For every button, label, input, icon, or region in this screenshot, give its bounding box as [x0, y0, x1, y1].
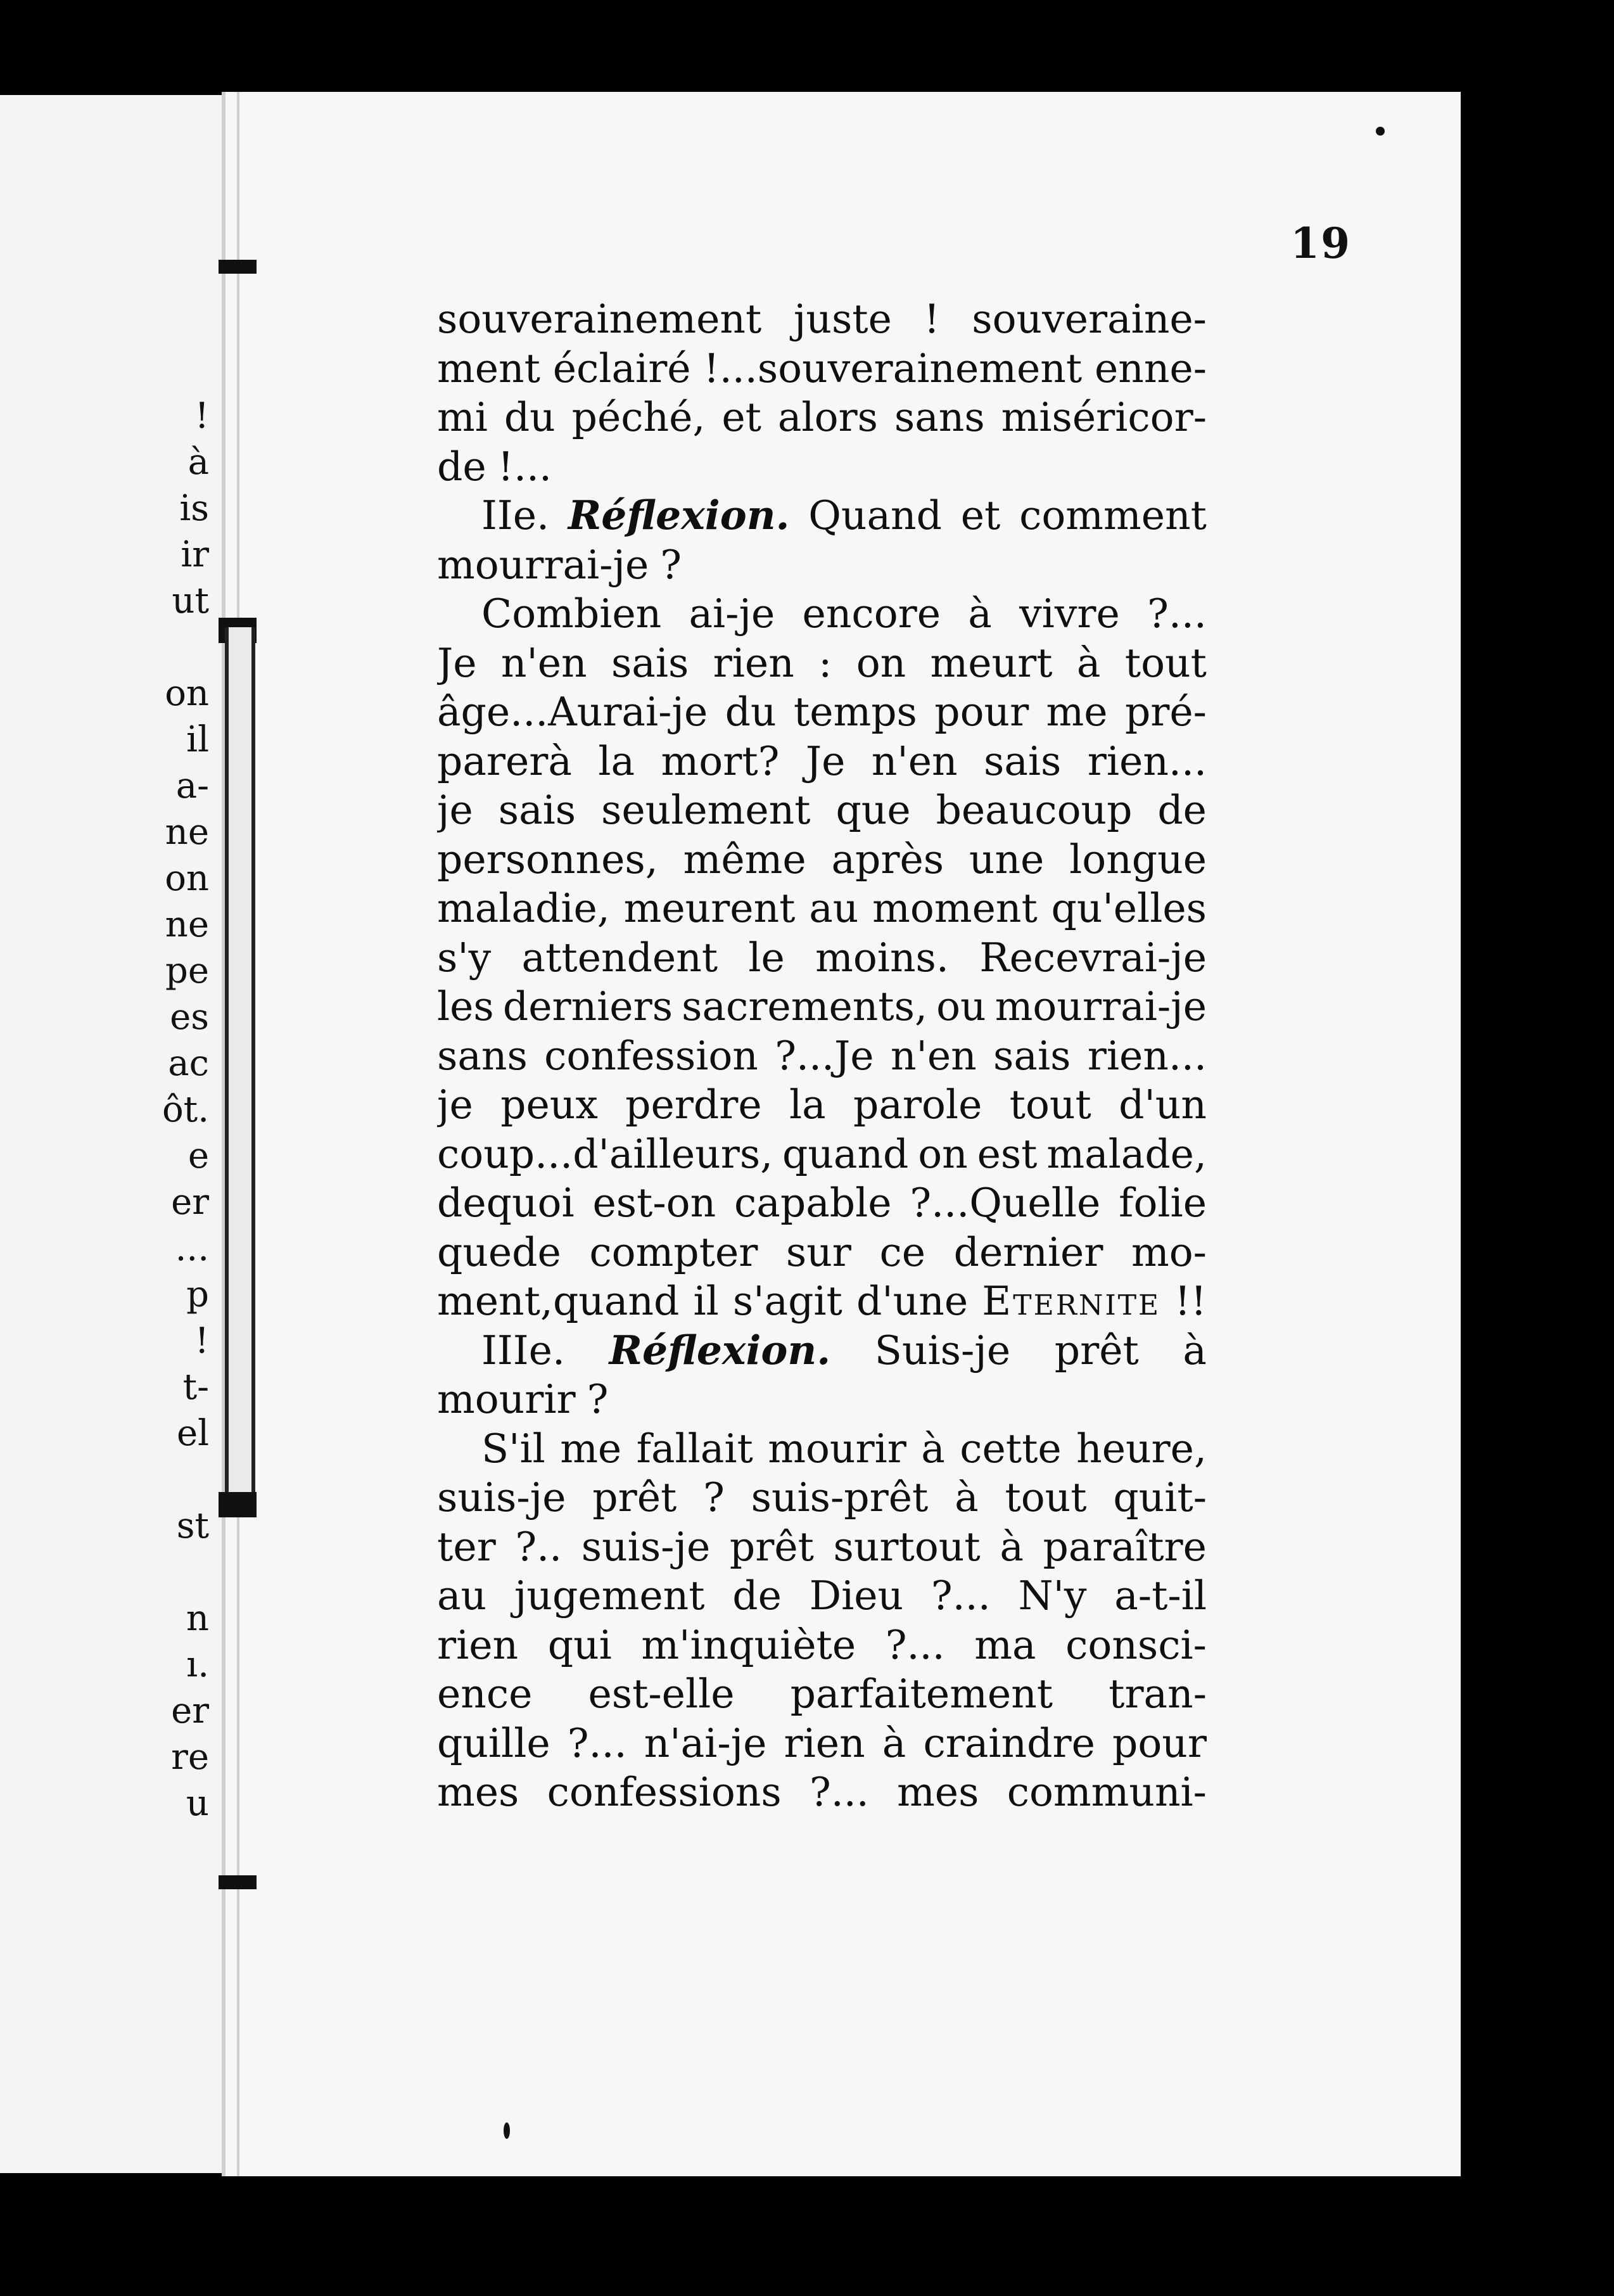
- facing-fragment: t-: [182, 1367, 209, 1408]
- facing-fragment: ac: [168, 1043, 209, 1084]
- text-line: mourir ?: [437, 1376, 609, 1422]
- text-line: S'il me fallait mourir à cette heure,: [481, 1425, 1207, 1472]
- facing-fragment: e: [187, 1135, 209, 1177]
- binding-cord: [225, 627, 255, 1508]
- facing-fragment: ne: [165, 812, 209, 853]
- facing-fragment: u: [186, 1783, 209, 1824]
- facing-fragment: a-: [175, 765, 209, 807]
- facing-fragment: ...: [175, 1228, 209, 1269]
- facing-fragment: p: [186, 1274, 209, 1315]
- ink-speck: [504, 2122, 510, 2139]
- ink-speck: [1376, 127, 1385, 136]
- facing-fragment: ôt.: [162, 1089, 209, 1130]
- facing-fragment: el: [176, 1413, 209, 1454]
- body-text: [437, 295, 1207, 1817]
- facing-fragment: st: [176, 1505, 209, 1547]
- facing-fragment: on: [165, 858, 209, 899]
- facing-fragment: [0, 1549, 209, 1595]
- facing-page-fragments: [0, 393, 209, 1827]
- text-line: parerà la mort? Je n'en sais rien...: [437, 737, 1207, 784]
- text-line: âge...Aurai-je du temps pour me pré-: [437, 689, 1207, 735]
- text-line: je peux perdre la parole tout d'un: [437, 1081, 1207, 1128]
- facing-fragment: !: [194, 1320, 209, 1362]
- binding-stitch: [219, 260, 257, 274]
- text-line: Combien ai-je encore à vivre ?...: [481, 590, 1207, 637]
- text-line: coup...d'ailleurs, quand on est malade,: [437, 1130, 1207, 1177]
- text-line: mes confessions ?... mes communi-: [437, 1769, 1207, 1815]
- text-line: dequoi est-on capable ?...Quelle folie: [437, 1180, 1207, 1226]
- facing-fragment: il: [186, 719, 209, 760]
- text-line: mi du péché, et alors sans miséricor-: [437, 394, 1207, 440]
- text-line: Je n'en sais rien : on meurt à tout: [437, 639, 1207, 686]
- text-line: de !...: [437, 443, 552, 490]
- page-number: 19: [1290, 219, 1351, 268]
- binding-stitch: [219, 1492, 257, 1517]
- text-line: rien qui m'inquiète ?... ma consci-: [437, 1621, 1207, 1668]
- binding-stitch: [219, 1875, 257, 1889]
- facing-page: [0, 95, 222, 2173]
- text-line: au jugement de Dieu ?... N'y a-t-il: [437, 1572, 1207, 1619]
- text-line: s'y attendent le moins. Recevrai-je: [437, 934, 1207, 981]
- text-line: IIIe. Réflexion. Suis-je prêt à: [481, 1326, 1207, 1374]
- facing-fragment: ne: [165, 904, 209, 945]
- text-line: suis-je prêt ? suis-prêt à tout quit-: [437, 1474, 1207, 1521]
- facing-fragment: ut: [172, 580, 209, 622]
- facing-fragment: es: [170, 997, 209, 1038]
- text-line: sans confession ?...Je n'en sais rien...: [437, 1032, 1207, 1079]
- text-line: personnes, même après une longue: [437, 836, 1207, 883]
- text-line: quille ?... n'ai-je rien à craindre pour: [437, 1719, 1207, 1766]
- text-line: ment éclairé !...souverainement enne-: [437, 345, 1207, 392]
- facing-fragment: [0, 1457, 209, 1503]
- facing-fragment: ir: [181, 534, 209, 575]
- facing-fragment: à: [187, 442, 209, 483]
- text-line: maladie, meurent au moment qu'elles: [437, 885, 1207, 931]
- facing-fragment: [0, 624, 209, 670]
- facing-fragment: n: [186, 1598, 209, 1639]
- text-line: les derniers sacrements, ou mourrai-je: [437, 983, 1207, 1030]
- text-line: IIe. Réflexion. Quand et comment: [481, 492, 1207, 539]
- facing-fragment: ı.: [186, 1644, 209, 1685]
- text-line: mourrai-je ?: [437, 541, 682, 588]
- facing-fragment: is: [179, 488, 209, 529]
- facing-fragment: !: [194, 395, 209, 437]
- text-line: ment,quand il s'agit d'une Eternite !!: [437, 1278, 1207, 1324]
- facing-fragment: re: [171, 1737, 209, 1778]
- text-line: ter ?.. suis-je prêt surtout à paraître: [437, 1523, 1207, 1570]
- facing-fragment: er: [171, 1690, 209, 1732]
- facing-fragment: er: [171, 1182, 209, 1223]
- facing-fragment: on: [165, 673, 209, 714]
- text-line: ence est-elle parfaitement tran-: [437, 1671, 1207, 1717]
- text-line: je sais seulement que beaucoup de: [437, 787, 1207, 833]
- text-line: souverainement juste ! souveraine-: [437, 296, 1207, 342]
- facing-fragment: pe: [165, 950, 209, 992]
- text-line: quede compter sur ce dernier mo-: [437, 1228, 1207, 1275]
